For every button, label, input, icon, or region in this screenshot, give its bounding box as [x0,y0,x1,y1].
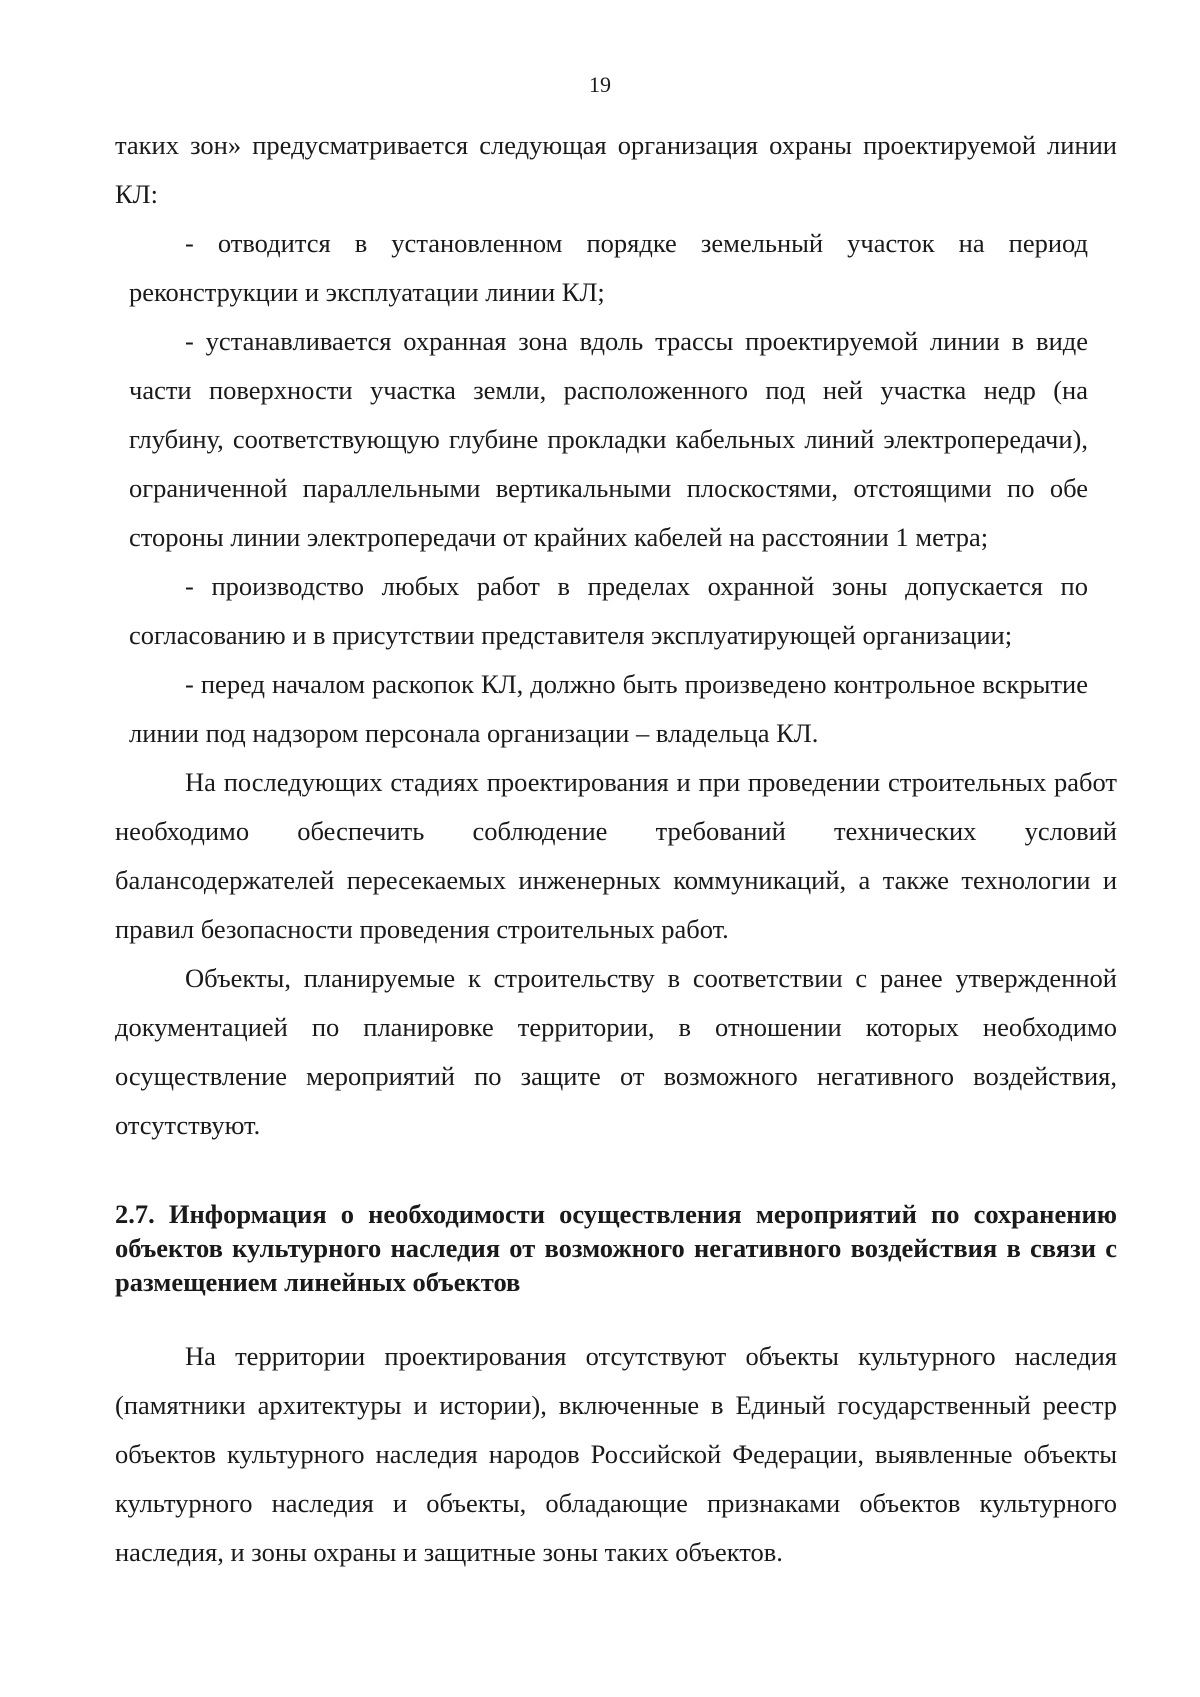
section-heading: 2.7. Информация о необходимости осуществления мероприятий по сохранению объектов культурного наследия от возможного негативного воздействия в связи с размещением линейных объектов [115,1199,1117,1297]
list-item: - отводится в установленном порядке земельный участок на период реконструкции и эксплуатации линии КЛ; [129,228,1088,307]
intro-paragraph: таких зон» предусматривается следующая организация охраны проектируемой линии КЛ: [115,130,1117,209]
page-number: 19 [589,72,611,97]
list-item: - устанавливается охранная зона вдоль трассы проектируемой линии в виде части поверхности участка земли, расположенного под ней участка недр (на глубину, соответствующую глубине прокладки кабельных линий электропередачи), ограниченной параллельными вертикальными плоскостями, отстоящими по обе стороны линии электропередачи от крайних кабелей на расстоянии 1 метра; [129,326,1088,552]
section-body-paragraph: На территории проектирования отсутствуют объекты культурного наследия (памятники архитектуры и истории), включенные в Единый государственный реестр объектов культурного наследия народов Российской Федерации, выявленные объекты культурного наследия и объекты, обладающие признаками объектов культурного наследия, и зоны охраны и защитные зоны таких объектов. [115,1341,1117,1567]
body-paragraph: На последующих стадиях проектирования и при проведении строительных работ необходимо обеспечить соблюдение требований технических условий балансодержателей пересекаемых инженерных коммуникаций, а также технологии и правил безопасности проведения строительных работ. [115,767,1117,944]
list-item: - перед началом раскопок КЛ, должно быть произведено контрольное вскрытие линии под надзором персонала организации – владельца КЛ. [129,669,1088,748]
list-item: - производство любых работ в пределах охранной зоны допускается по согласованию и в присутствии представителя эксплуатирующей организации; [129,571,1088,650]
document-body [115,121,1117,1577]
body-paragraph: Объекты, планируемые к строительству в соответствии с ранее утвержденной документацией по планировке территории, в отношении которых необходимо осуществление мероприятий по защите от возможного негативного воздействия, отсутствуют. [115,963,1117,1140]
